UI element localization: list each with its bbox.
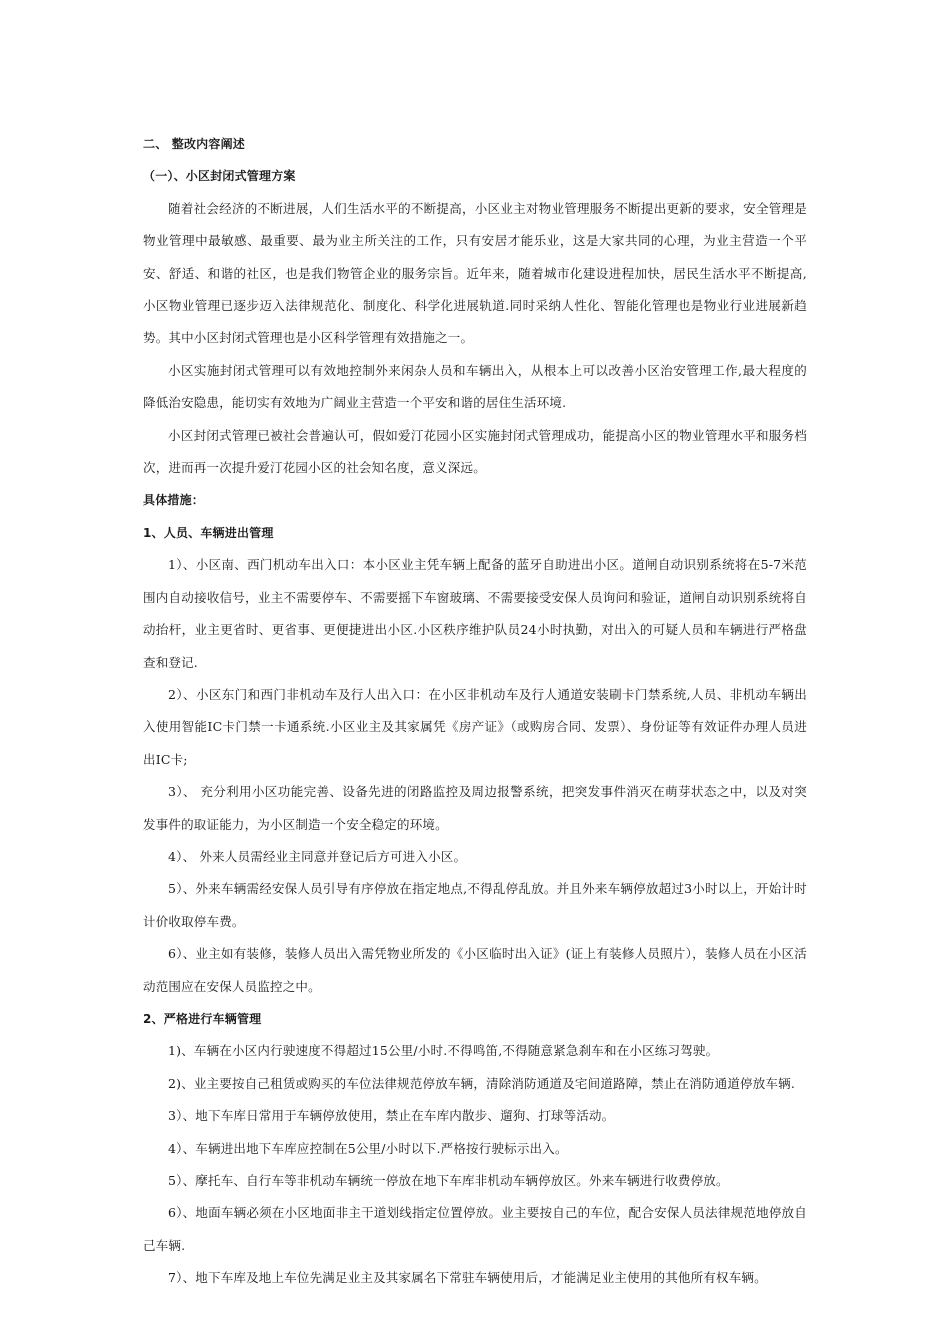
section2-item: 7）、地下车库及地上车位先满足业主及其家属名下常驻车辆使用后，才能满足业主使用的其他所有权车辆。 [168,1270,767,1286]
section1-heading: 1、人员、车辆进出管理 [143,525,274,540]
subsection-title: （一）、小区封闭式管理方案 [143,169,296,184]
intro-paragraph: 小区实施封闭式管理可以有效地控制外来闲杂人员和车辆出入，从根本上可以改善小区治安管理工作,最大程度的降低治安隐患，能切实有效地为广阔业主营造一个平安和谐的居住生活环境. [143,362,807,411]
intro-paragraph: 随着社会经济的不断进展，人们生活水平的不断提高，小区业主对物业管理服务不断提出更新的要求，安全管理是物业管理中最敏感、最重要、最为业主所关注的工作，只有安居才能乐业，这是大家共同的心理，为业主营造一个平安、舒适、和谐的社区，也是我们物管企业的服务宗旨。近年来，随着城市化建设进程加快，居民生活水平不断提高,小区物业管理已逐步迈入法律规范化、制度化、科学化进展轨道.同时采纳人性化、智能化管理也是物业行业进展新趋势。其中小区封闭式管理也是小区科学管理有效措施之一。 [143,200,807,346]
section-title: 二、 整改内容阐述 [143,137,245,151]
document-body [143,128,807,1295]
section1-item: 5）、外来车辆需经安保人员引导有序停放在指定地点,不得乱停乱放。并且外来车辆停放超过3小时以上，开始计时计价收取停车费。 [143,881,807,929]
section1-item: 1）、小区南、西门机动车出入口：本小区业主凭车辆上配备的蓝牙自助进出小区。道闸自动识别系统将在5-7米范围内自动接收信号，业主不需要停车、不需要摇下车窗玻璃、不需要接受安保人员询问和验证，道闸自动识别系统将自动抬杆，业主更省时、更省事、更便捷进出小区.小区秩序维护队员24小时执勤，对出入的可疑人员和车辆进行严格盘查和登记. [143,557,807,670]
section2-item: 4）、车辆进出地下车库应控制在5公里/小时以下.严格按行驶标示出入。 [168,1140,568,1156]
section1-item: 6）、业主如有装修，装修人员出入需凭物业所发的《小区临时出入证》(证上有装修人员照片），装修人员在小区活动范围应在安保人员监控之中。 [143,946,807,994]
section1-item: 4）、 外来人员需经业主同意并登记后方可进入小区。 [168,848,467,864]
section2-item: 2)、业主要按自己租赁或购买的车位法律规范停放车辆，清除消防通道及宅间道路障，禁止在消防通道停放车辆. [168,1075,796,1091]
section2-item: 1)、车辆在小区内行驶速度不得超过15公里/小时.不得鸣笛,不得随意紧急刹车和在小区练习驾驶。 [168,1043,719,1059]
measures-heading: 具体措施： [143,493,205,508]
section2-item: 3）、地下车库日常用于车辆停放使用，禁止在车库内散步、遛狗、打球等活动。 [168,1108,615,1124]
section1-item: 2）、小区东门和西门非机动车及行人出入口：在小区非机动车及行人通道安装刷卡门禁系统,人员、非机动车辆出入使用智能IC卡门禁一卡通系统.小区业主及其家属凭《房产证》（或购房合同、发票）、身份证等有效证件办理人员进出IC卡; [143,686,807,767]
section2-item: 5）、摩托车、自行车等非机动车辆统一停放在地下车库非机动车辆停放区。外来车辆进行收费停放。 [168,1173,729,1188]
section2-item: 6）、地面车辆必须在小区地面非主干道划线指定位置停放。业主要按自己的车位，配合安保人员法律规范地停放自己车辆. [143,1205,807,1253]
intro-paragraph: 小区封闭式管理已被社会普遍认可，假如爱汀花园小区实施封闭式管理成功，能提高小区的物业管理水平和服务档次，进而再一次提升爱汀花园小区的社会知名度，意义深远。 [143,427,807,476]
section2-heading: 2、严格进行车辆管理 [143,1011,262,1026]
section1-item: 3）、 充分利用小区功能完善、设备先进的闭路监控及周边报警系统，把突发事件消灭在萌芽状态之中，以及对突发事件的取证能力，为小区制造一个安全稳定的环境。 [143,784,807,832]
